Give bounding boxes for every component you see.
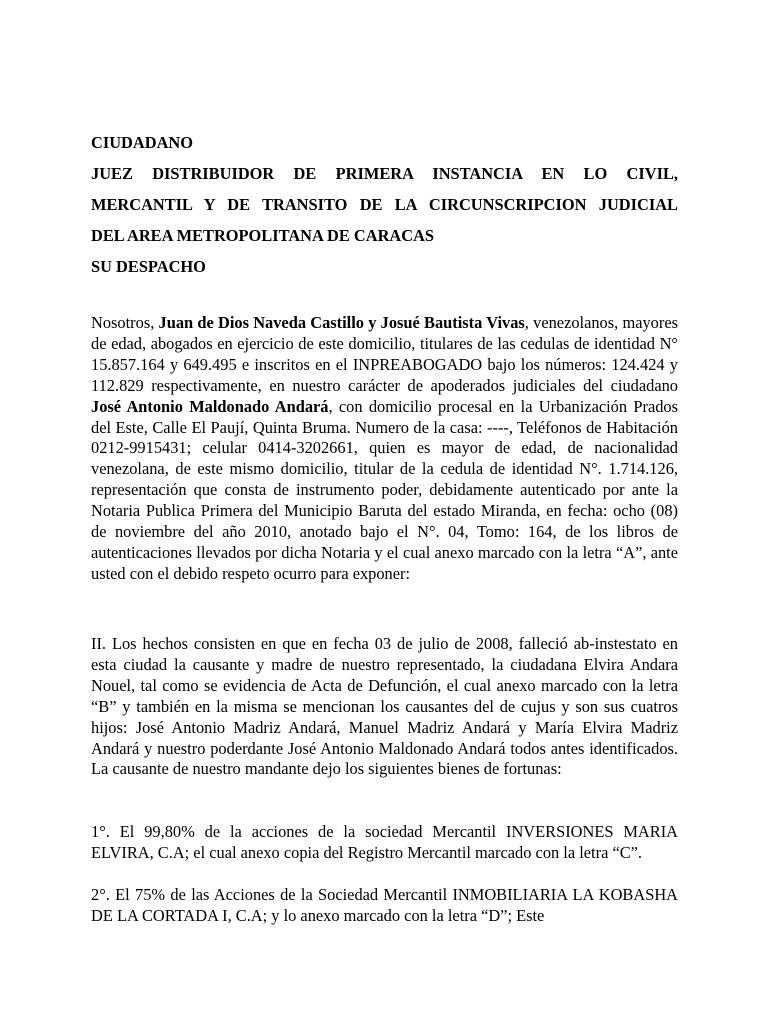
- intro-text-1: Nosotros,: [91, 313, 159, 332]
- document-heading: [91, 127, 678, 282]
- heading-line-5: SU DESPACHO: [91, 257, 206, 276]
- client-name: José Antonio Maldonado Andará: [91, 396, 329, 416]
- heading-line-3: MERCANTIL Y DE TRANSITO DE LA CIRCUNSCRIPCION JUDICIAL: [91, 195, 678, 214]
- heading-line-2: JUEZ DISTRIBUIDOR DE PRIMERA INSTANCIA EN LO CIVIL,: [91, 164, 678, 183]
- intro-text-3: , con domicilio procesal en la Urbanización Prados del Este, Calle El Paují, Quinta Bruma. Numero de la casa: ----, Teléfonos de Habitación 0212-9915431; celular 0414-3202661, quien es mayor de edad, de nacionalidad venezolana, de este mismo domicilio, titular de la cedula de identidad N°. 1.714.126, representación que consta de instrumento poder, debidamente autenticado por ante la Notaria Publica Primera del Municipio Baruta del estado Miranda, en fecha: ocho (08) de noviembre del año 2010, anotado bajo el N°. 04, Tomo: 164, de los libros de autenticaciones llevados por dicha Notaria y el cual anexo marcado con la letra “A”, ante usted con el debido respeto ocurro para exponer:: [91, 396, 678, 583]
- heading-line-4: DEL AREA METROPOLITANA DE CARACAS: [91, 226, 435, 245]
- facts-paragraph: II. Los hechos consisten en que en fecha 03 de julio de 2008, falleció ab-instestato en esta ciudad la causante y madre de nuestro representado, la ciudadana Elvira Andara Nouel, tal como se evidencia de Acta de Defunción, el cual anexo marcado con la letra “B” y también en la misma se mencionan los causantes del de cujus y son sus cuatros hijos: José Antonio Madriz Andará, Manuel Madriz Andará y María Elvira Madriz Andará y nuestro poderdante José Antonio Maldonado Andará todos antes identificados. La causante de nuestro mandante dejo los siguientes bienes de fortunas:: [91, 634, 678, 779]
- attorneys-names: Juan de Dios Naveda Castillo y Josué Bautista Vivas: [158, 313, 525, 332]
- intro-text-2: , venezolanos, mayores de edad, abogados en ejercicio de este domicilio, titulares de las cedulas de identidad N° 15.857.164 y 649.495 e inscritos en el INPREABOGADO bajo los números: 124.424 y 112.829 respectivamente, en nuestro carácter de apoderados judiciales del ciudadano: [91, 313, 678, 395]
- intro-paragraph: [91, 313, 678, 585]
- heading-line-1: CIUDADANO: [91, 133, 193, 152]
- asset-item-1: 1°. El 99,80% de la acciones de la sociedad Mercantil INVERSIONES MARIA ELVIRA, C.A; el cual anexo copia del Registro Mercantil marcado con la letra “C”.: [91, 822, 678, 862]
- asset-item-2: 2°. El 75% de las Acciones de la Sociedad Mercantil INMOBILIARIA LA KOBASHA DE LA CORTADA I, C.A; y lo anexo marcado con la letra “D”; Este: [91, 885, 678, 925]
